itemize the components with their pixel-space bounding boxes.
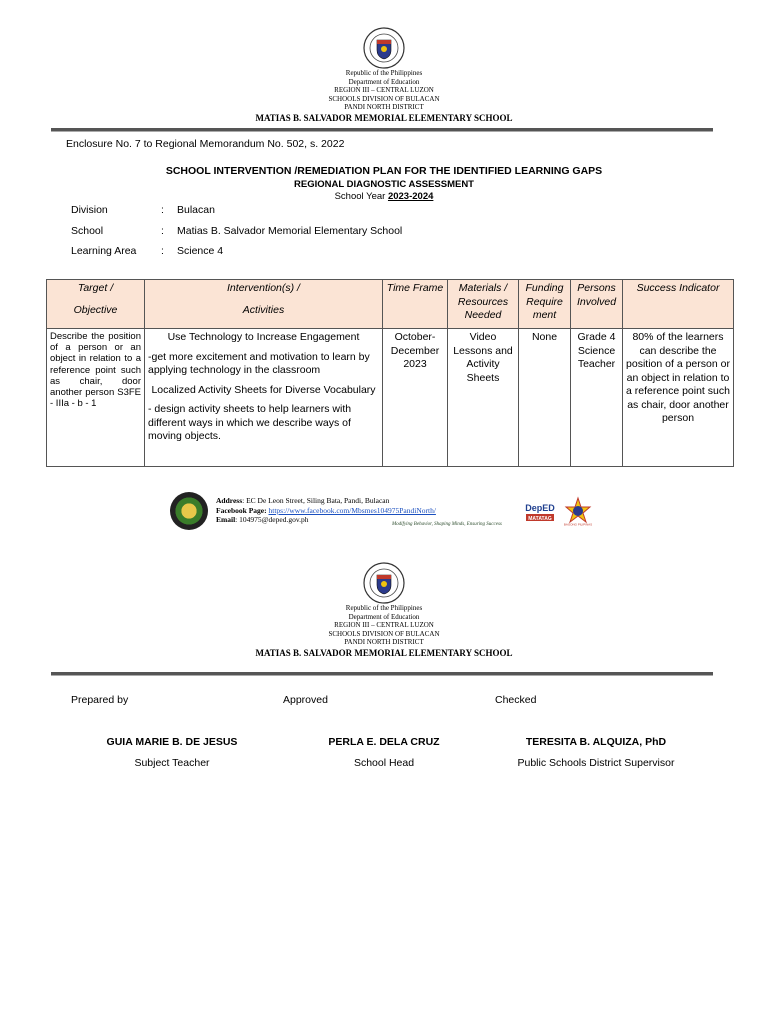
facebook-link[interactable]: https://www.facebook.com/Mbsmes104975PandiNorth/ [268,505,436,515]
header-success-indicator: Success Indicator [623,280,734,329]
info-school [71,225,402,237]
cell-time-frame: October-December 2023 [383,329,448,467]
contact-footer [170,492,600,532]
cell-intervention [145,329,383,467]
school-year-value: 2023-2024 [387,191,434,202]
intervention-text: - design activity sheets to help learners with different ways in which we describe ways of moving objects. [148,403,352,442]
info-division [71,204,215,216]
header-materials: Materials / Resources Needed [448,280,519,329]
school-motto: Modifying Behavior, Shaping Minds, Ensuring Success [392,522,502,527]
matatag-text: MATATAG [528,516,552,522]
header-target-line: Target / [77,282,114,294]
bagong-pilipinas-logo-icon [563,496,593,526]
prepared-by-name: GUIA MARIE B. DE JESUS [106,736,238,748]
deped-matatag-logo-icon [525,498,555,524]
header-target [47,280,145,329]
header-intervention [145,280,383,329]
letterhead-line: PANDI NORTH DISTRICT [344,638,424,647]
checked-by-name: TERESITA B. ALQUIZA, PhD [525,736,667,748]
document-subtitle: REGIONAL DIAGNOSTIC ASSESSMENT [294,179,474,190]
bagong-pilipinas-text: BAGONG PILIPINAS [563,522,593,526]
letterhead-line: Department of Education [348,612,420,621]
prepared-by-role: Subject Teacher [134,757,210,769]
checked-by-role: Public Schools District Supervisor [517,757,675,769]
header-funding: Funding Require ment [519,280,571,329]
enclosure-reference: Enclosure No. 7 to Regional Memorandum No. 502, s. 2022 [66,138,345,150]
letterhead-line: SCHOOLS DIVISION OF BULACAN [328,94,440,103]
letterhead-line: REGION III – CENTRAL LUZON [334,621,434,630]
info-colon: : [161,204,164,216]
header-divider [51,128,713,132]
deped-seal-icon [363,562,405,604]
header-target-line: Objective [73,303,118,316]
school-name: MATIAS B. SALVADOR MEMORIAL ELEMENTARY SCHOOL [255,112,513,123]
school-year-label: School Year [334,191,388,202]
email-label: Email [216,515,236,524]
cell-success-indicator: 80% of the learners can describe the position of a person or an object in relation to a reference point such as chair, door another person [623,329,734,467]
school-year [0,191,768,202]
info-colon: : [161,225,164,237]
letterhead-line: Republic of the Philippines [345,604,423,612]
header-time-frame: Time Frame [383,280,448,329]
letterhead-line: PANDI NORTH DISTRICT [344,103,424,112]
letterhead-second [0,562,768,659]
document-title: SCHOOL INTERVENTION /REMEDIATION PLAN FOR THE IDENTIFIED LEARNING GAPS [165,165,603,177]
letterhead-line: Department of Education [348,77,420,86]
table-row [47,329,734,467]
cell-materials: Video Lessons and Activity Sheets [448,329,519,467]
deped-seal-icon [363,27,405,69]
checked-label: Checked [495,694,537,706]
header-persons: Persons Involved [571,280,623,329]
info-colon: : [161,245,164,257]
info-label: Learning Area [71,245,137,257]
intervention-title: Localized Activity Sheets for Diverse Vocabulary [151,383,376,396]
address-label: Address [216,496,243,505]
info-value: Science 4 [177,245,224,257]
school-seal-icon [170,492,208,530]
info-value: Bulacan [177,204,215,216]
header-divider [51,672,713,676]
letterhead-line: REGION III – CENTRAL LUZON [334,86,434,95]
info-value: Matias B. Salvador Memorial Elementary School [177,225,403,237]
address-value: : EC De Leon Street, Siling Bata, Pandi, Bulacan [242,496,390,505]
approved-by-role: School Head [353,757,415,769]
table-header-row [47,280,734,329]
facebook-label: Facebook Page [216,505,265,515]
approved-by-name: PERLA E. DELA CRUZ [328,736,440,748]
cell-target: Describe the position of a person or an object in relation to a reference point such as chair, door another person S3FE - IIIa - b - 1 [47,329,145,467]
prepared-by-label: Prepared by [71,694,129,706]
header-intervention-line: Intervention(s) / [227,282,300,294]
intervention-plan-table [46,279,734,467]
info-learning-area [71,245,223,257]
intervention-title: Use Technology to Increase Engagement [167,331,360,343]
info-label: School [71,225,104,237]
header-intervention-line: Activities [242,303,285,316]
letterhead-top [0,27,768,124]
cell-persons: Grade 4 Science Teacher [571,329,623,467]
intervention-text: -get more excitement and motivation to learn by applying technology in the classroom [148,350,370,376]
letterhead-line: SCHOOLS DIVISION OF BULACAN [328,629,440,638]
cell-funding: None [519,329,571,467]
school-name: MATIAS B. SALVADOR MEMORIAL ELEMENTARY SCHOOL [255,647,513,658]
contact-details: Address: EC De Leon Street, Siling Bata, Pandi, Bulacan Facebook Page: https://www.facebook.com/Mbsmes104975PandiNorth/ Email: 104975@deped.gov.ph [216,496,436,524]
email-value: : 104975@deped.gov.ph [235,515,309,524]
info-label: Division [71,204,108,216]
letterhead-line: Republic of the Philippines [345,69,423,77]
approved-label: Approved [283,694,328,706]
deped-logo-text: DepED [525,503,555,513]
